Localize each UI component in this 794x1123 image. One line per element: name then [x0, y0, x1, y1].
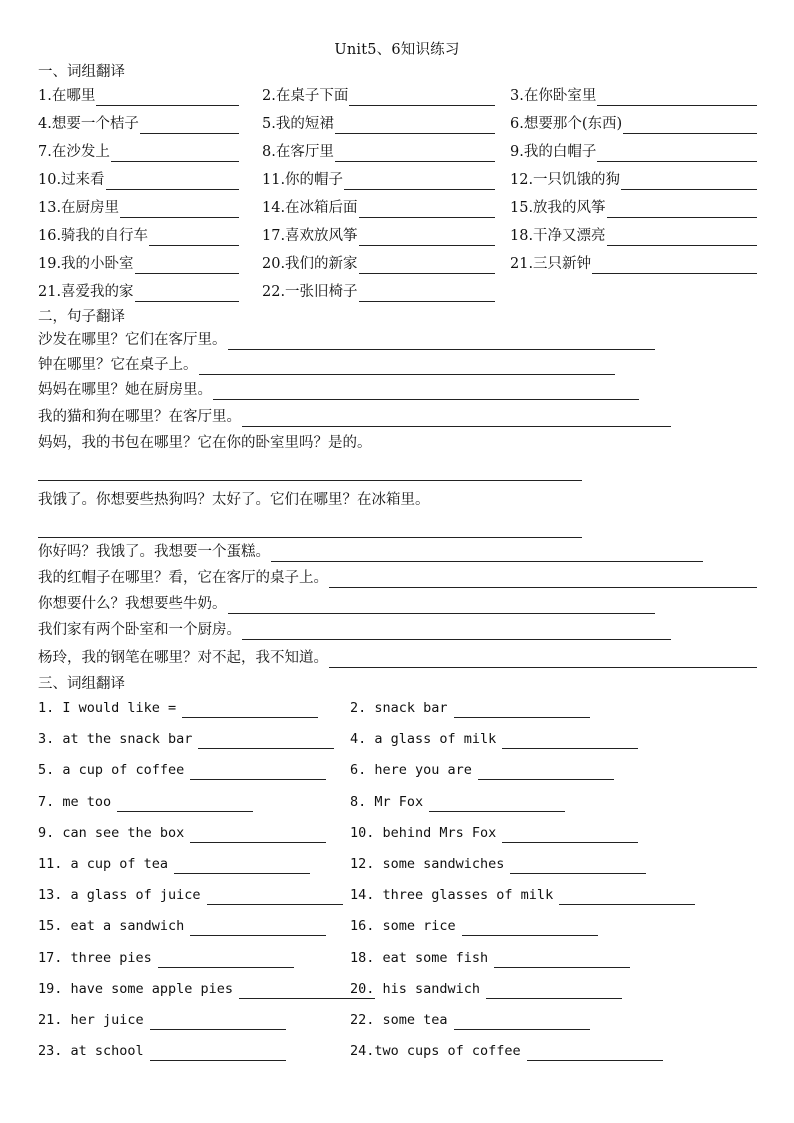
sentence-text: 钟在哪里？它在桌子上。	[38, 357, 198, 373]
phrase-label: 9.我的白帽子	[510, 144, 597, 160]
phrase-label: 9. can see the box	[38, 824, 185, 841]
phrase-row	[38, 854, 768, 876]
sentence-item	[38, 380, 639, 400]
phrase-row	[38, 698, 768, 720]
answer-blank[interactable]	[607, 203, 757, 218]
section2-heading: 二，句子翻译	[38, 309, 125, 325]
phrase-row	[38, 198, 768, 220]
answer-blank[interactable]	[135, 287, 239, 302]
phrase-label: 12.一只饥饿的狗	[510, 172, 621, 188]
phrase-label: 5. a cup of coffee	[38, 762, 185, 779]
answer-blank[interactable]	[344, 175, 495, 190]
phrase-label: 11. a cup of tea	[38, 856, 169, 872]
phrase-item	[38, 282, 239, 302]
phrase-item	[38, 823, 326, 843]
answer-blank[interactable]	[592, 259, 757, 274]
phrase-item	[38, 86, 239, 106]
answer-blank[interactable]	[597, 91, 757, 106]
answer-blank[interactable]	[117, 797, 253, 812]
phrase-label: 3. at the snack bar	[38, 731, 193, 748]
phrase-item	[38, 979, 375, 999]
answer-blank[interactable]	[359, 231, 495, 246]
phrase-label: 10. behind Mrs Fox	[350, 824, 497, 841]
phrase-label: 19. have some apple pies	[38, 980, 234, 997]
phrase-item	[350, 854, 646, 874]
phrase-item	[350, 1041, 663, 1061]
answer-blank[interactable]	[486, 984, 622, 999]
answer-line[interactable]	[228, 335, 656, 350]
phrase-label: 15. eat a sandwich	[38, 918, 185, 935]
phrase-label: 10.过来看	[38, 172, 105, 188]
phrase-item	[262, 254, 495, 274]
phrase-label: 18. eat some fish	[350, 949, 489, 966]
phrase-label: 14.在冰箱后面	[262, 200, 358, 216]
phrase-item	[350, 823, 638, 843]
phrase-item	[350, 948, 630, 968]
phrase-label: 13.在厨房里	[38, 200, 120, 216]
sentence-item	[38, 648, 757, 668]
answer-blank[interactable]	[174, 859, 310, 874]
phrase-row	[38, 729, 768, 751]
answer-line[interactable]	[271, 547, 703, 562]
phrase-row	[38, 1010, 768, 1032]
phrase-label: 21.三只新钟	[510, 256, 592, 272]
phrase-label: 2.在桌子下面	[262, 88, 349, 104]
phrase-label: 14. three glasses of milk	[350, 887, 554, 904]
phrase-item	[350, 760, 614, 780]
answer-blank[interactable]	[494, 953, 630, 968]
phrase-item	[510, 254, 757, 274]
answer-blank[interactable]	[190, 765, 326, 780]
phrase-label: 17.喜欢放风筝	[262, 228, 358, 244]
answer-blank[interactable]	[190, 921, 326, 936]
phrase-item	[350, 916, 598, 936]
phrase-row	[38, 170, 768, 192]
phrase-label: 20.我们的新家	[262, 256, 358, 272]
sentence-text: 你好吗？我饿了。我想要一个蛋糕。	[38, 544, 270, 560]
phrase-item	[38, 198, 239, 218]
phrase-row	[38, 979, 768, 1001]
answer-line[interactable]	[38, 480, 582, 481]
phrase-label: 6. here you are	[350, 762, 472, 779]
phrase-item	[262, 198, 495, 218]
phrase-label: 11.你的帽子	[262, 172, 344, 188]
answer-line[interactable]	[329, 653, 757, 668]
answer-blank[interactable]	[462, 921, 598, 936]
section1-heading: 一、词组翻译	[38, 64, 125, 80]
phrase-item	[38, 854, 310, 874]
phrase-label: 23. at school	[38, 1043, 144, 1060]
phrase-row	[38, 948, 768, 970]
answer-blank[interactable]	[502, 828, 638, 843]
answer-line[interactable]	[329, 573, 757, 588]
answer-blank[interactable]	[96, 91, 239, 106]
answer-blank[interactable]	[359, 203, 495, 218]
phrase-row	[38, 792, 768, 814]
phrase-item	[262, 86, 495, 106]
answer-blank[interactable]	[149, 231, 239, 246]
phrase-item	[350, 1010, 590, 1030]
phrase-label: 16. some rice	[350, 918, 456, 935]
phrase-row	[38, 142, 768, 164]
phrase-item	[38, 792, 253, 812]
phrase-row	[38, 254, 768, 276]
phrase-item	[38, 698, 318, 718]
phrase-item	[38, 170, 239, 190]
phrase-item	[350, 729, 638, 749]
sentence-item	[38, 620, 671, 640]
sentence-text: 妈妈，我的书包在哪里？它在你的卧室里吗？是的。	[38, 435, 372, 451]
sentence-text: 沙发在哪里？它们在客厅里。	[38, 332, 227, 348]
phrase-label: 8. Mr Fox	[350, 793, 424, 810]
phrase-label: 7. me too	[38, 793, 112, 810]
phrase-label: 6.想要那个(东西)	[510, 116, 623, 132]
phrase-item	[38, 1041, 286, 1061]
sentence-item	[38, 594, 655, 614]
answer-blank[interactable]	[106, 175, 239, 190]
sentence-text: 我饿了。你想要些热狗吗？太好了。它们在哪里？在冰箱里。	[38, 492, 430, 508]
sentence-text: 你想要什么？我想要些牛奶。	[38, 596, 227, 612]
phrase-item	[38, 760, 326, 780]
phrase-label: 12. some sandwiches	[350, 856, 505, 872]
page-title: Unit5、6知识练习	[334, 42, 460, 58]
answer-line[interactable]	[242, 625, 671, 640]
phrase-label: 1.在哪里	[38, 88, 96, 104]
answer-blank[interactable]	[429, 797, 565, 812]
phrase-label: 2. snack bar	[350, 700, 448, 716]
answer-blank[interactable]	[454, 1015, 590, 1030]
phrase-item	[38, 254, 239, 274]
answer-blank[interactable]	[502, 734, 638, 749]
phrase-label: 24.two cups of coffee	[350, 1043, 521, 1060]
phrase-row	[38, 114, 768, 136]
phrase-item	[38, 114, 239, 134]
answer-blank[interactable]	[359, 259, 495, 274]
phrase-item	[262, 142, 495, 162]
phrase-item	[262, 170, 495, 190]
phrase-label: 8.在客厅里	[262, 144, 334, 160]
sentence-text: 我的猫和狗在哪里？在客厅里。	[38, 409, 241, 425]
sentence-text: 我的红帽子在哪里？看，它在客厅的桌子上。	[38, 570, 328, 586]
answer-blank[interactable]	[349, 91, 495, 106]
phrase-item	[38, 729, 334, 749]
answer-blank[interactable]	[150, 1046, 286, 1061]
sentence-item	[38, 490, 430, 510]
phrase-item	[350, 792, 565, 812]
answer-blank[interactable]	[135, 259, 239, 274]
answer-blank[interactable]	[190, 828, 326, 843]
phrase-row	[38, 885, 768, 907]
sentence-text: 杨玲，我的钢笔在哪里？对不起，我不知道。	[38, 650, 328, 666]
section3-heading: 三、词组翻译	[38, 676, 125, 692]
phrase-label: 22. some tea	[350, 1012, 448, 1028]
phrase-label: 1. I would like =	[38, 700, 177, 716]
answer-blank[interactable]	[335, 147, 495, 162]
phrase-label: 20. his sandwich	[350, 980, 481, 997]
phrase-label: 21. her juice	[38, 1012, 144, 1028]
phrase-item	[510, 170, 757, 190]
phrase-item	[262, 282, 495, 302]
phrase-label: 18.干净又漂亮	[510, 228, 606, 244]
phrase-label: 21.喜爱我的家	[38, 284, 134, 300]
answer-blank[interactable]	[527, 1046, 663, 1061]
answer-line[interactable]	[199, 360, 616, 375]
answer-blank[interactable]	[623, 119, 757, 134]
phrase-item	[510, 114, 757, 134]
answer-blank[interactable]	[597, 147, 757, 162]
phrase-item	[38, 885, 343, 905]
phrase-label: 3.在你卧室里	[510, 88, 597, 104]
answer-blank[interactable]	[198, 734, 334, 749]
answer-blank[interactable]	[335, 119, 495, 134]
answer-blank[interactable]	[510, 859, 646, 874]
answer-line[interactable]	[228, 599, 656, 614]
phrase-item	[38, 142, 239, 162]
answer-blank[interactable]	[454, 703, 590, 718]
phrase-row	[38, 760, 768, 782]
answer-blank[interactable]	[359, 287, 495, 302]
phrase-row	[38, 86, 768, 108]
phrase-item	[510, 86, 757, 106]
phrase-row	[38, 1041, 768, 1063]
answer-line[interactable]	[213, 385, 639, 400]
sentence-item	[38, 568, 757, 588]
sentence-item	[38, 355, 615, 375]
phrase-item	[38, 1010, 286, 1030]
phrase-item	[38, 226, 239, 246]
sentence-text: 我们家有两个卧室和一个厨房。	[38, 622, 241, 638]
phrase-label: 13. a glass of juice	[38, 887, 201, 904]
sentence-item	[38, 330, 655, 350]
sentence-text: 妈妈在哪里？她在厨房里。	[38, 382, 212, 398]
phrase-label: 4.想要一个桔子	[38, 116, 139, 132]
phrase-item	[510, 226, 757, 246]
answer-blank[interactable]	[559, 890, 695, 905]
phrase-label: 15.放我的风筝	[510, 200, 606, 216]
answer-blank[interactable]	[150, 1015, 286, 1030]
phrase-label: 4. a glass of milk	[350, 731, 497, 748]
answer-blank[interactable]	[120, 203, 239, 218]
answer-blank[interactable]	[607, 231, 757, 246]
sentence-item	[38, 407, 671, 427]
answer-blank[interactable]	[140, 119, 239, 134]
phrase-label: 19.我的小卧室	[38, 256, 134, 272]
phrase-item	[350, 979, 622, 999]
phrase-item	[262, 114, 495, 134]
phrase-item	[510, 198, 757, 218]
phrase-label: 17. three pies	[38, 949, 152, 966]
phrase-item	[38, 916, 326, 936]
sentence-item	[38, 433, 372, 453]
phrase-row	[38, 226, 768, 248]
phrase-item	[350, 885, 695, 905]
phrase-item	[350, 698, 590, 718]
answer-blank[interactable]	[158, 953, 294, 968]
phrase-row	[38, 282, 768, 304]
phrase-item	[38, 948, 294, 968]
phrase-row	[38, 916, 768, 938]
phrase-row	[38, 823, 768, 845]
answer-line[interactable]	[242, 412, 671, 427]
answer-blank[interactable]	[621, 175, 757, 190]
phrase-item	[510, 142, 757, 162]
answer-line[interactable]	[38, 537, 582, 538]
answer-blank[interactable]	[182, 703, 318, 718]
answer-blank[interactable]	[207, 890, 343, 905]
phrase-label: 22.一张旧椅子	[262, 284, 358, 300]
answer-blank[interactable]	[111, 147, 239, 162]
phrase-label: 5.我的短裙	[262, 116, 334, 132]
phrase-item	[262, 226, 495, 246]
phrase-label: 16.骑我的自行车	[38, 228, 149, 244]
sentence-item	[38, 542, 703, 562]
answer-blank[interactable]	[478, 765, 614, 780]
phrase-label: 7.在沙发上	[38, 144, 110, 160]
